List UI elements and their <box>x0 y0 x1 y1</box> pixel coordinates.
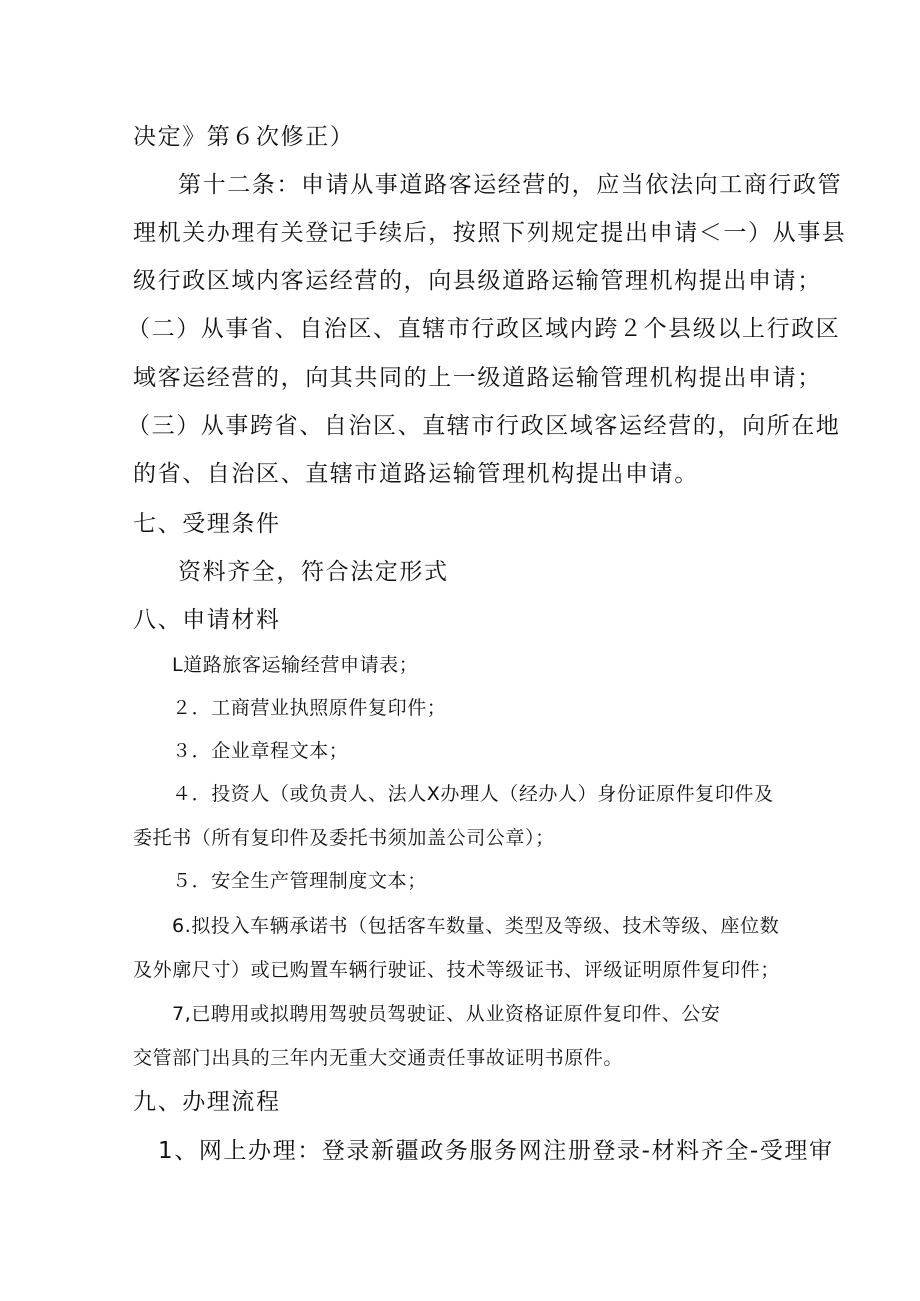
section-7-heading: 七、受理条件 <box>133 511 281 537</box>
article-12-line: （三）从事跨省、自治区、直辖市行政区域客运经营的，向所在地 <box>127 413 841 439</box>
section-7-body: 资料齐全，符合法定形式 <box>178 559 449 585</box>
article-12-line: 第十二条：申请从事道路客运经营的，应当依法向工商行政管 <box>178 172 843 198</box>
material-item-6-line2: 及外廓尺寸）或已购置车辆行驶证、技术等级证书、评级证明原件复印件； <box>133 959 780 981</box>
material-item-6-line1: 6.拟投入车辆承诺书（包括客车数量、类型及等级、技术等级、座位数 <box>172 915 780 937</box>
article-12-line: 的省、自治区、直辖市道路运输管理机构提出申请。 <box>133 461 699 487</box>
article-12-line: 理机关办理有关登记手续后，按照下列规定提出申请＜一）从事县 <box>133 220 847 246</box>
section-9-heading: 九、办理流程 <box>133 1089 281 1115</box>
article-12-line: （二）从事省、自治区、直辖市行政区域内跨２个县级以上行政区 <box>127 316 841 342</box>
material-item-4-line2: 委托书（所有复印件及委托书须加盖公司公章）； <box>133 827 555 849</box>
material-item-5: ５．安全生产管理制度文本； <box>172 870 427 892</box>
article-12-line: 级行政区域内客运经营的，向县级道路运输管理机构提出申请； <box>133 268 822 294</box>
section-8-heading: 八、申请材料 <box>133 607 281 633</box>
material-item-3: ３．企业章程文本； <box>172 740 349 762</box>
material-item-4-line1: ４．投资人（或负责人、法人X办理人（经办人）身份证原件复印件及 <box>172 783 774 805</box>
material-item-7-line2: 交管部门出具的三年内无重大交通责任事故证明书原件。 <box>133 1047 624 1069</box>
material-item-1: L道路旅客运输经营申请表； <box>172 654 419 676</box>
material-item-2: ２．工商营业执照原件复印件； <box>172 697 447 719</box>
material-item-7-line1: 7,已聘用或拟聘用驾驶员驾驶证、从业资格证原件复印件、公安 <box>172 1003 721 1025</box>
paragraph-line: 决定》第６次修正） <box>133 124 355 150</box>
article-12-line: 域客运经营的，向其共同的上一级道路运输管理机构提出申请； <box>133 365 822 391</box>
process-item-1: 1、网上办理：登录新疆政务服务网注册登录-材料齐全-受理审 <box>158 1138 834 1164</box>
